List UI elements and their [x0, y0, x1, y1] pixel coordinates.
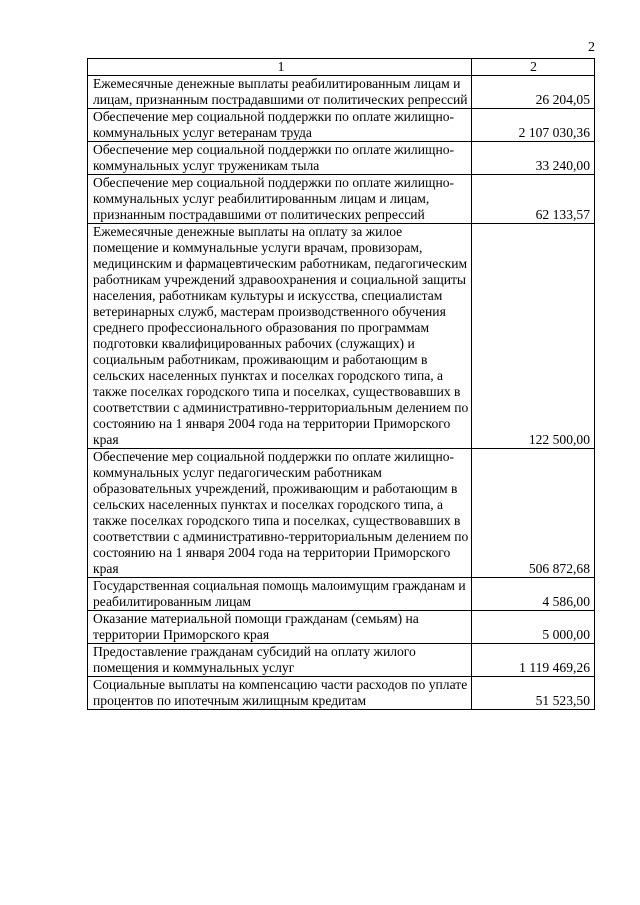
table-row: [88, 644, 595, 677]
row-description: Государственная социальная помощь малоимущим гражданам и реабилитированным лицам: [88, 578, 472, 611]
table-row: [88, 611, 595, 644]
table-row: [88, 76, 595, 109]
row-description: Обеспечение мер социальной поддержки по оплате жилищно-коммунальных услуг реабилитированным лицам и лицам, признанным пострадавшими от политических репрессий: [88, 175, 472, 224]
table-row: [88, 109, 595, 142]
expenditure-table: [87, 58, 595, 710]
row-amount: 62 133,57: [472, 175, 595, 224]
row-description: Ежемесячные денежные выплаты реабилитированным лицам и лицам, признанным пострадавшими от политических репрессий: [88, 76, 472, 109]
row-amount: 33 240,00: [472, 142, 595, 175]
row-description: Обеспечение мер социальной поддержки по оплате жилищно-коммунальных услуг труженикам тыла: [88, 142, 472, 175]
row-amount: 4 586,00: [472, 578, 595, 611]
row-amount: 51 523,50: [472, 677, 595, 710]
page-number: 2: [588, 40, 595, 55]
row-amount: 1 119 469,26: [472, 644, 595, 677]
row-description: Предоставление гражданам субсидий на оплату жилого помещения и коммунальных услуг: [88, 644, 472, 677]
table-row: [88, 677, 595, 710]
row-amount: 122 500,00: [472, 224, 595, 449]
row-description: Социальные выплаты на компенсацию части расходов по уплате процентов по ипотечным жилищным кредитам: [88, 677, 472, 710]
table-row: [88, 449, 595, 578]
row-amount: 2 107 030,36: [472, 109, 595, 142]
table-row: [88, 142, 595, 175]
table-row: [88, 224, 595, 449]
column-header-1: 1: [88, 59, 472, 76]
column-header-2: 2: [472, 59, 595, 76]
table-header-row: [88, 59, 595, 76]
row-amount: 5 000,00: [472, 611, 595, 644]
row-description: Обеспечение мер социальной поддержки по оплате жилищно-коммунальных услуг педагогическим работникам образовательных учреждений, проживающим и работающим в сельских населенных пунктах и поселках городского типа, а также поселках городского типа и поселках, существовавших в соответствии с административно-территориальным делением по состоянию на 1 января 2004 года на территории Приморского края: [88, 449, 472, 578]
row-description: Оказание материальной помощи гражданам (семьям) на территории Приморского края: [88, 611, 472, 644]
row-amount: 26 204,05: [472, 76, 595, 109]
row-description: Обеспечение мер социальной поддержки по оплате жилищно-коммунальных услуг ветеранам труда: [88, 109, 472, 142]
table-row: [88, 175, 595, 224]
row-amount: 506 872,68: [472, 449, 595, 578]
row-description: Ежемесячные денежные выплаты на оплату за жилое помещение и коммунальные услуги врачам, провизорам, медицинским и фармацевтическим работникам, педагогическим работникам учреждений здравоохранения и социальной защиты населения, работникам культуры и искусства, специалистам ветеринарных служб, мастерам производственного обучения среднего профессионального образования по программам подготовки квалифицированных рабочих (служащих) и социальным работникам, проживающим и работающим в сельских населенных пунктах и поселках городского типа, а также поселках городского типа и поселках, существовавших в соответствии с административно-территориальным делением по состоянию на 1 января 2004 года на территории Приморского края: [88, 224, 472, 449]
table-row: [88, 578, 595, 611]
